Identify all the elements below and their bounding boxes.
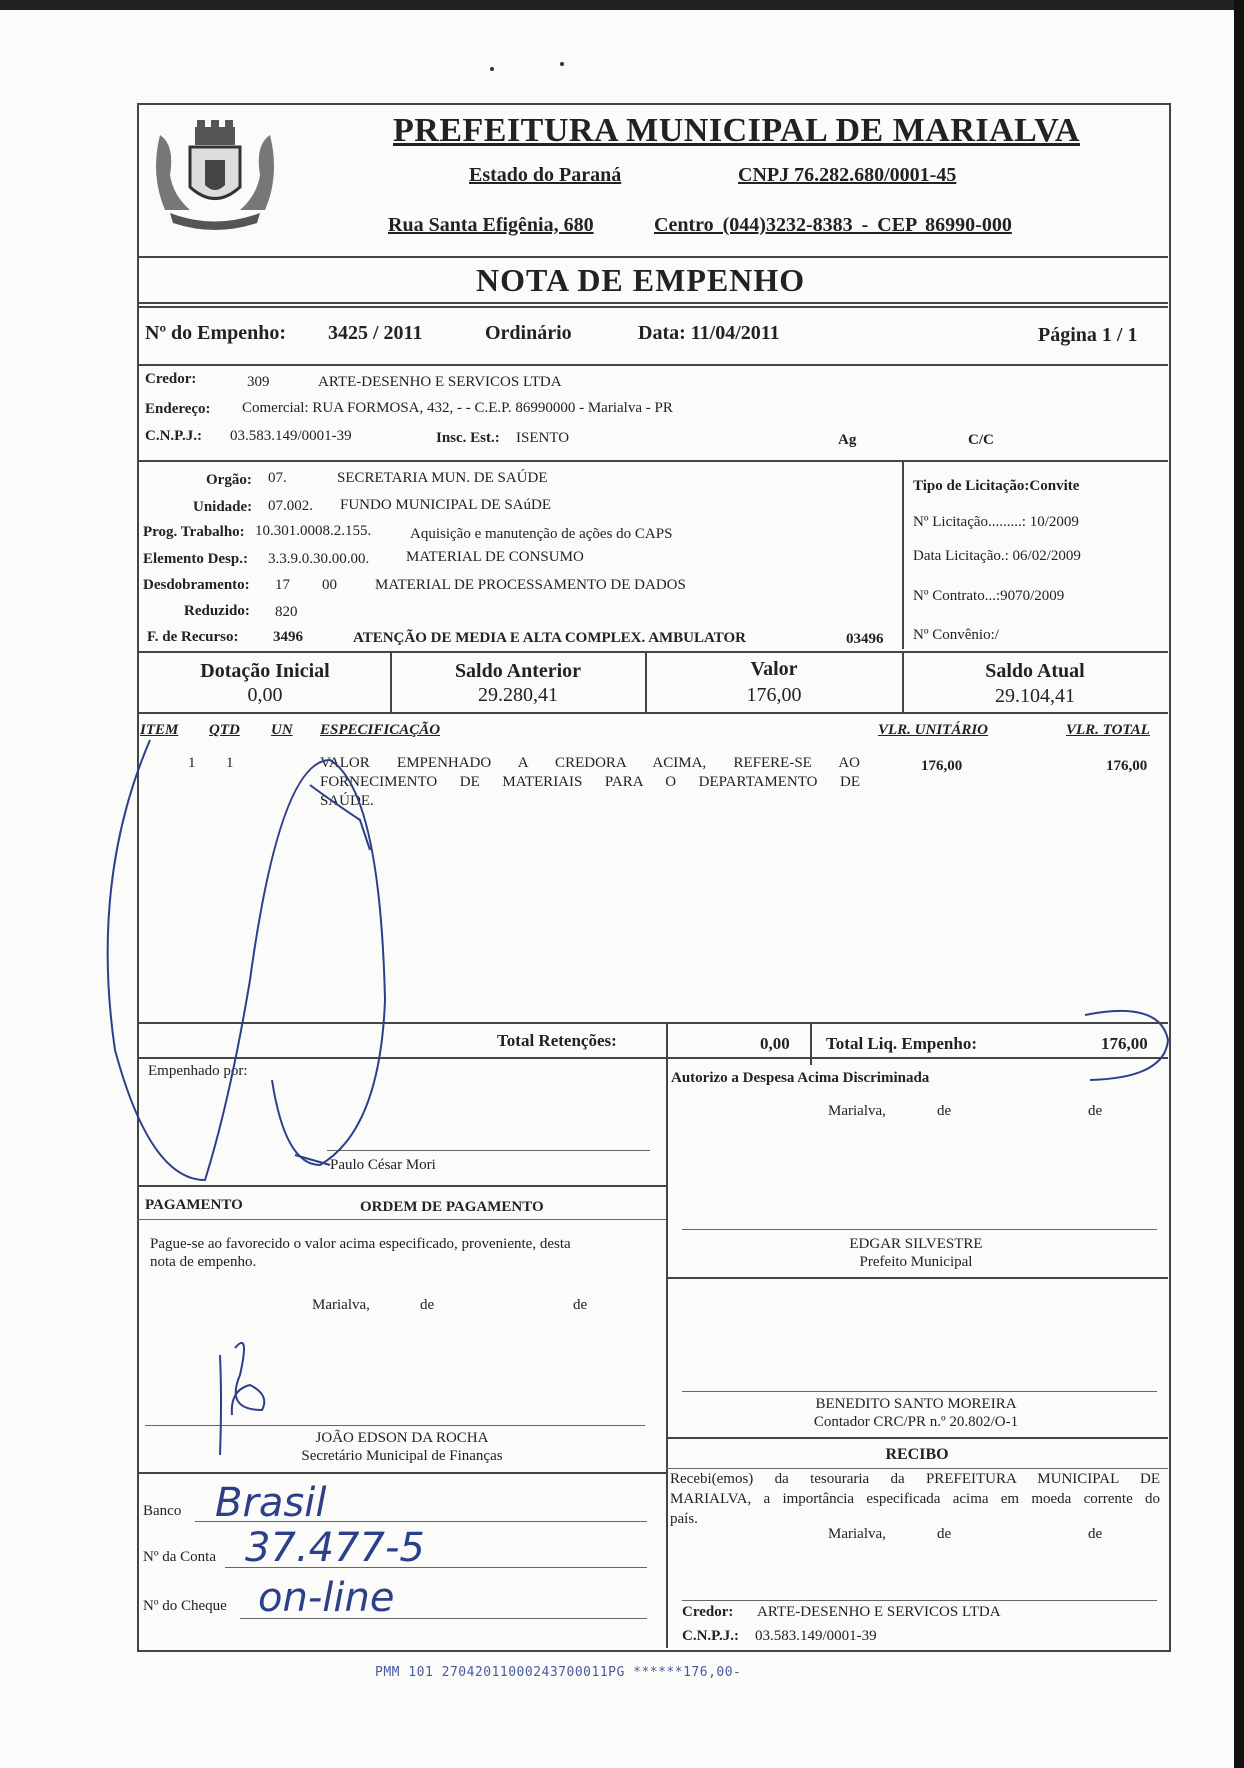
rua-endereco: Rua Santa Efigênia, 680 — [388, 214, 594, 236]
contador-nome: BENEDITO SANTO MOREIRA — [815, 1396, 1017, 1412]
endereco-label: Endereço: — [145, 401, 211, 417]
data-licitacao: Data Licitação.: 06/02/2009 — [913, 548, 1081, 564]
insc-value: ISENTO — [516, 430, 570, 446]
dotacao-value: 0,00 — [247, 684, 283, 706]
saldo-atual-label: Saldo Atual — [985, 660, 1085, 682]
fonte-recurso-codigo-2: 03496 — [846, 631, 884, 647]
contador-cargo: Contador CRC/PR n.º 20.802/O-1 — [813, 1414, 1019, 1430]
col-header-item: ITEM — [140, 722, 179, 738]
item-qtd: 1 — [226, 755, 234, 771]
pagamento-local: Marialva, — [312, 1297, 370, 1313]
item-vlr-total: 176,00 — [1106, 758, 1148, 774]
secretario-cargo: Secretário Municipal de Finanças — [301, 1448, 503, 1464]
saldo-anterior-label: Saldo Anterior — [454, 660, 582, 682]
empenho-tipo: Ordinário — [485, 322, 572, 344]
prefeitura-title: PREFEITURA MUNICIPAL DE MARIALVA — [393, 112, 1080, 149]
recibo-texto-line1: Recebi(emos) da tesouraria da PREFEITURA MUNICIPAL DE — [670, 1471, 1160, 1487]
saldo-atual-value: 29.104,41 — [995, 685, 1075, 707]
agencia-label: Ag — [838, 432, 857, 448]
prog-trabalho-codigo: 10.301.0008.2.155. — [255, 523, 372, 539]
elemento-codigo: 3.3.9.0.30.00.00. — [268, 551, 370, 567]
empenhado-por-label: Empenhado por: — [148, 1063, 248, 1079]
credor-cnpj: 03.583.149/0001-39 — [230, 428, 352, 444]
banco-handwritten: Brasil — [215, 1480, 327, 1526]
prog-trabalho-label: Prog. Trabalho: — [143, 524, 245, 540]
recibo-de1: de — [937, 1526, 952, 1542]
empenho-data: Data: 11/04/2011 — [638, 322, 780, 344]
ordem-pagamento-title: ORDEM DE PAGAMENTO — [360, 1199, 544, 1215]
insc-label: Insc. Est.: — [436, 430, 500, 446]
cnpj-prefeitura: CNPJ 76.282.680/0001-45 — [738, 164, 957, 186]
pagamento-label: PAGAMENTO — [145, 1197, 243, 1213]
col-header-qtd: QTD — [209, 722, 240, 738]
estado-label: Estado do Paraná — [469, 164, 622, 186]
credor-codigo: 309 — [247, 374, 270, 390]
credor-nome: ARTE-DESENHO E SERVICOS LTDA — [318, 374, 562, 390]
recibo-cnpj: 03.583.149/0001-39 — [755, 1628, 877, 1644]
prefeito-cargo: Prefeito Municipal — [859, 1254, 973, 1270]
pagina-indicator: Página 1 / 1 — [1038, 324, 1138, 346]
empenho-number: 3425 / 2011 — [328, 322, 423, 344]
banco-label: Banco — [143, 1503, 182, 1519]
cheque-handwritten: on-line — [258, 1575, 395, 1621]
reduzido-label: Reduzido: — [184, 603, 250, 619]
item-especificacao-line2: FORNECIMENTO DE MATERIAIS PARA O DEPARTAMENTO DE — [320, 774, 860, 790]
item-especificacao-line3: SAÚDE. — [320, 793, 374, 809]
orgao-label: Orgão: — [206, 472, 252, 488]
cheque-label: Nº do Cheque — [143, 1598, 227, 1614]
recibo-credor-nome: ARTE-DESENHO E SERVICOS LTDA — [757, 1604, 1001, 1620]
endereco-contato: Centro (044)3232-8383 - CEP 86990-000 — [654, 214, 1012, 236]
conta-handwritten: 37.477-5 — [245, 1525, 425, 1571]
pagamento-de1: de — [420, 1297, 435, 1313]
desdobramento-descricao: MATERIAL DE PROCESSAMENTO DE DADOS — [375, 577, 686, 593]
conta-corrente-label: C/C — [968, 432, 994, 448]
tipo-licitacao-text: Tipo de Licitação:Convite — [913, 478, 1080, 494]
total-liquido-value: 176,00 — [1101, 1034, 1148, 1053]
saldo-anterior-value: 29.280,41 — [478, 684, 558, 706]
numero-licitacao: Nº Licitação.........: 10/2009 — [913, 514, 1079, 530]
nota-empenho-title: NOTA DE EMPENHO — [476, 262, 806, 298]
numero-contrato: Nº Contrato...:9070/2009 — [913, 588, 1065, 604]
recibo-texto-line3: país. — [670, 1511, 698, 1527]
pagamento-texto-line1: Pague-se ao favorecido o valor acima especificado, proveniente, desta — [150, 1236, 571, 1252]
total-retencoes-label: Total Retenções: — [497, 1031, 617, 1050]
col-header-vlr-unitario: VLR. UNITÁRIO — [878, 722, 989, 738]
prefeito-nome: EDGAR SILVESTRE — [849, 1236, 983, 1252]
item-especificacao-line1: VALOR EMPENHADO A CREDORA ACIMA, REFERE-SE AO — [320, 755, 860, 771]
orgao-nome: SECRETARIA MUN. DE SAÚDE — [337, 470, 548, 486]
pagamento-de2: de — [573, 1297, 588, 1313]
barcode-text: PMM 101 27042011000243700011PG ******176,00- — [375, 1665, 742, 1680]
empenhado-por-nome: Paulo César Mori — [330, 1157, 436, 1173]
desdobramento-sub: 00 — [322, 577, 337, 593]
recibo-local: Marialva, — [828, 1526, 886, 1542]
empenho-number-label: Nº do Empenho: — [145, 322, 287, 344]
col-header-especificacao: ESPECIFICAÇÃO — [320, 722, 441, 738]
prog-trabalho-descricao: Aquisição e manutenção de ações do CAPS — [410, 526, 673, 542]
autorizo-title: Autorizo a Despesa Acima Discriminada — [671, 1070, 930, 1086]
fonte-recurso-codigo: 3496 — [273, 629, 303, 645]
elemento-descricao: MATERIAL DE CONSUMO — [406, 549, 584, 565]
secretario-nome: JOÃO EDSON DA ROCHA — [315, 1430, 489, 1446]
recibo-title: RECIBO — [885, 1446, 949, 1463]
elemento-label: Elemento Desp.: — [143, 551, 248, 567]
dotacao-label: Dotação Inicial — [200, 660, 330, 682]
recibo-de2: de — [1088, 1526, 1103, 1542]
col-header-un: UN — [271, 722, 293, 738]
unidade-codigo: 07.002. — [268, 498, 313, 514]
numero-convenio: Nº Convênio:/ — [913, 627, 999, 643]
recibo-cnpj-label: C.N.P.J.: — [682, 1628, 739, 1644]
total-liquido-label: Total Liq. Empenho: — [826, 1034, 977, 1053]
item-vlr-unitario: 176,00 — [921, 758, 963, 774]
desdobramento-label: Desdobramento: — [143, 577, 250, 593]
orgao-codigo: 07. — [268, 470, 287, 486]
total-retencoes-value: 0,00 — [760, 1034, 790, 1053]
autorizo-de1: de — [937, 1103, 952, 1119]
valor-value: 176,00 — [746, 684, 802, 706]
unidade-nome: FUNDO MUNICIPAL DE SAúDE — [340, 497, 551, 513]
item-numero: 1 — [188, 755, 196, 771]
cnpj-label: C.N.P.J.: — [145, 428, 202, 444]
desdobramento-codigo: 17 — [275, 577, 290, 593]
col-header-vlr-total: VLR. TOTAL — [1066, 722, 1150, 738]
pagamento-texto-line2: nota de empenho. — [150, 1254, 257, 1270]
autorizo-local: Marialva, — [828, 1103, 886, 1119]
credor-label: Credor: — [145, 371, 197, 387]
unidade-label: Unidade: — [193, 499, 253, 515]
valor-label: Valor — [750, 658, 798, 680]
conta-label: Nº da Conta — [143, 1549, 216, 1565]
recibo-credor-label: Credor: — [682, 1604, 734, 1620]
reduzido-value: 820 — [275, 604, 298, 620]
recibo-texto-line2: MARIALVA, a importância especificada acima em moeda corrente do — [670, 1491, 1160, 1507]
autorizo-de2: de — [1088, 1103, 1103, 1119]
fonte-recurso-descricao: ATENÇÃO DE MEDIA E ALTA COMPLEX. AMBULATOR — [353, 630, 746, 646]
fonte-recurso-label: F. de Recurso: — [147, 629, 239, 645]
credor-endereco: Comercial: RUA FORMOSA, 432, - - C.E.P. 86990000 - Marialva - PR — [242, 400, 673, 416]
